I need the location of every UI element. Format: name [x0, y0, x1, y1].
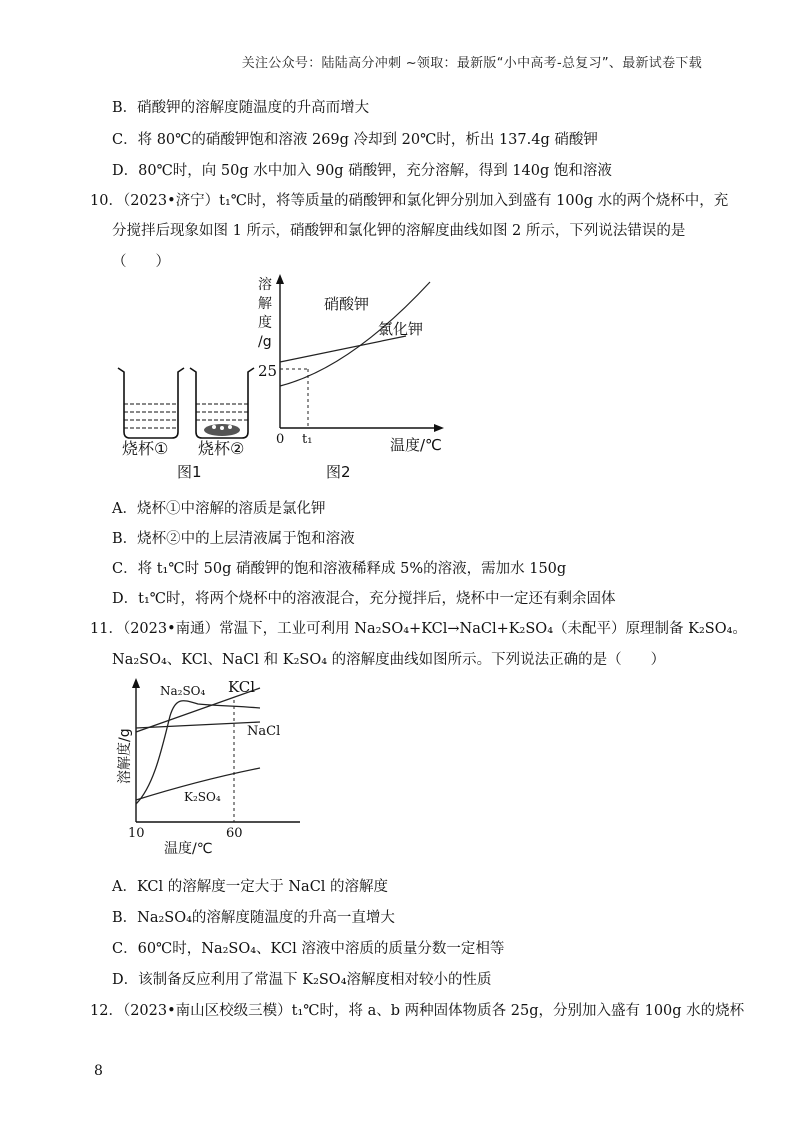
figure2-xlabel: 温度/℃	[390, 436, 442, 454]
na2so4-label: Na₂SO₄	[160, 684, 206, 698]
q9-option-b: B．硝酸钾的溶解度随温度的升高而增大	[112, 100, 370, 116]
ylabel-char: /g	[258, 334, 272, 350]
nacl-label: NaCl	[247, 724, 281, 739]
figure2-y25: 25	[258, 362, 278, 380]
q10-option-a: A．烧杯①中溶解的溶质是氯化钾	[112, 501, 326, 517]
na2so4-curve	[136, 701, 260, 804]
q11-xlabel: 温度/℃	[164, 841, 213, 857]
q10-stem-line1: 10．（2023•济宁）t₁℃时，将等质量的硝酸钾和氯化钾分别加入到盛有 100g 水的两个烧杯中，充	[90, 193, 729, 209]
ylabel-char: 度	[258, 315, 272, 331]
q11-stem-line2: Na₂SO₄、KCl、NaCl 和 K₂SO₄ 的溶解度曲线如图所示。下列说法正确的是（ ）	[112, 652, 666, 668]
kcl-label: 氯化钾	[378, 320, 424, 338]
beaker-1-label: 烧杯①	[122, 439, 169, 458]
q11-stem-line1: 11．（2023•南通）常温下，工业可利用 Na₂SO₄+KCl→NaCl+K₂SO₄（未配平）原理制备 K₂SO₄。	[90, 621, 747, 637]
q11-ylabel: 溶解度/g	[117, 728, 133, 784]
q11-option-b: B．Na₂SO₄的溶解度随温度的升高一直增大	[112, 910, 395, 926]
figure2-ylabel	[258, 276, 272, 352]
q11-solubility-chart	[110, 676, 310, 836]
x-tick-10: 10	[128, 826, 145, 841]
q10-option-c: C．将 t₁℃时 50g 硝酸钾的饱和溶液稀释成 5%的溶液，需加水 150g	[112, 561, 567, 577]
x-tick-60: 60	[226, 826, 243, 841]
q12-stem-line1: 12．（2023•南山区校级三模）t₁℃时，将 a、b 两种固体物质各 25g，分别加入盛有 100g 水的烧杯	[90, 1003, 745, 1019]
q10-option-d: D．t₁℃时，将两个烧杯中的溶液混合，充分搅拌后，烧杯中一定还有剩余固体	[112, 591, 616, 607]
q10-answer-paren: （ ）	[112, 254, 170, 270]
beaker-1	[118, 368, 184, 438]
q11-option-c: C．60℃时，Na₂SO₄、KCl 溶液中溶质的质量分数一定相等	[112, 941, 505, 957]
ylabel-char: 溶	[258, 277, 272, 293]
page-number: 8	[94, 1063, 103, 1079]
q9-option-c: C．将 80℃的硝酸钾饱和溶液 269g 冷却到 20℃时，析出 137.4g 硝酸钾	[112, 132, 598, 148]
kcl-label: KCl	[228, 678, 256, 696]
q11-option-a: A．KCl 的溶解度一定大于 NaCl 的溶解度	[112, 879, 389, 895]
q10-option-b: B．烧杯②中的上层清液属于饱和溶液	[112, 531, 355, 547]
page-header: 关注公众号：陆陆高分冲刺 ~领取：最新版“小中高考-总复习”、最新试卷下载	[241, 56, 702, 71]
figure1-caption: 图1	[177, 463, 202, 481]
q10-stem-line2: 分搅拌后现象如图 1 所示，硝酸钾和氯化钾的溶解度曲线如图 2 所示，下列说法错误的是	[112, 223, 686, 239]
ylabel-char: 解	[258, 296, 272, 312]
figure2-t1: t₁	[302, 432, 313, 447]
beaker-2-label: 烧杯②	[198, 439, 245, 458]
figure2-caption: 图2	[326, 463, 351, 481]
figure2-origin: 0	[276, 432, 285, 447]
q11-option-d: D．该制备反应利用了常温下 K₂SO₄溶解度相对较小的性质	[112, 972, 492, 988]
q9-option-d: D．80℃时，向 50g 水中加入 90g 硝酸钾，充分溶解，得到 140g 饱和溶液	[112, 163, 612, 179]
beaker-2	[190, 368, 254, 438]
k2so4-label: K₂SO₄	[184, 790, 221, 804]
kno3-label: 硝酸钾	[324, 295, 370, 313]
kcl-curve	[280, 336, 406, 362]
